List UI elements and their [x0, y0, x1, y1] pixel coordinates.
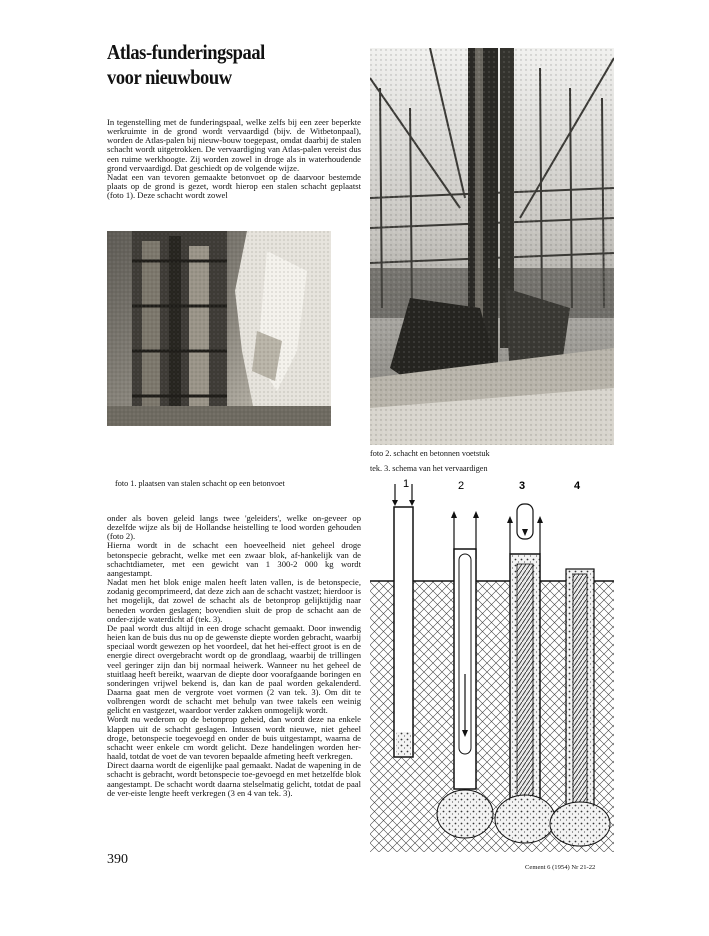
body-paragraph: onder als boven geleid langs twee 'geleiders', welke on-geveer op dezelfde wijze als bij de Hollandse heistelling te lood worden gehouden (foto 2).: [107, 513, 361, 542]
pile-construction-diagram: [370, 474, 614, 852]
caption-foto-1: foto 1. plaatsen van stalen schacht op een betonvoet: [115, 479, 285, 488]
step-1-drawing: [392, 484, 415, 757]
caption-foto-2: foto 2. schacht en betonnen voetstuk: [370, 449, 490, 458]
body-paragraph: Hierna wordt in de schacht een hoeveelheid niet geheel droge betonspecie gebracht, welke met een zwaar blok, af-hankelijk van de schachtdiameter, met een gewicht van 1 300-2 000 kg wordt aangestampt.: [107, 540, 361, 578]
step-label: 3: [519, 480, 526, 492]
page-number: 390: [107, 852, 128, 867]
body-paragraph: De paal wordt dus altijd in een droge schacht gemaakt. Door inwendig heien kan de buis dus nu op de gewenste diepte worden gebracht, waarbij speciaal wordt gewezen op het voordeel, dat het hei-effect groot is en de energie direct overgebracht wordt op de grondlaag, waarbij de trillingen veel geringer zijn dan bij normaal heiwerk. Wanneer nu het geheel de stuitlaag heeft bereikt, waarvan de diepte door voorafgaande boringen en sonderingen vrijwel bekend is, dan kan de paal worden gekalenderd. Daarna gaat men de vergrote voet vormen (2 van tek. 3). Om dit te volbrengen wordt de schacht met behulp van twee takels een weinig gelicht en vastgezet, waardoor verder zakken onmogelijk wordt.: [107, 622, 361, 716]
step-label: 4: [574, 480, 581, 492]
intro-text: [107, 118, 361, 200]
step-label: 2: [458, 480, 465, 492]
title-line-1: Atlas-funderingspaal: [107, 40, 265, 64]
photo-shaft-and-concrete-footing: [370, 48, 614, 445]
intro-paragraph: In tegenstelling met de funderingspaal, welke zelfs bij een zeer beperkte werkruimte in de grond wordt vervaardigd (bijv. de Witbetonpaal), worden de Atlas-palen bij nieuw-bouw toegepast, omdat daarbij de stalen schacht wordt uitgetrokken. De vervaardiging van Atlas-palen vereist dus een ruime werkhoogte. Zij worden zowel in droge als in waterhoudende grond vervaardigd. Dat geschiedt op de volgende wijze.: [107, 117, 361, 173]
body-paragraph: Direct daarna wordt de eigenlijke paal gemaakt. Nadat de wapening in de schacht is gebracht, wordt betonspecie toe-gevoegd en met hetzelfde blok aangestampt. De schacht wordt daarna stelselmatig gelicht, totdat de paal de ver-eiste lengte heeft verkregen (3 en 4 van tek. 3).: [107, 760, 361, 798]
article-title: [107, 40, 331, 90]
step-label: 1: [403, 478, 410, 490]
intro-paragraph: Nadat een van tevoren gemaakte betonvoet op de daarvoor bestemde plaats op de grond is gezet, wordt hierop een stalen schacht geplaatst (foto 1). Deze schacht wordt zowel: [107, 171, 361, 201]
title-line-2: voor nieuwbouw: [107, 65, 232, 89]
body-paragraph: Nadat men het blok enige malen heeft laten vallen, is de betonspecie, zodanig gecomprimeerd, dat deze zich aan de schacht vastzet; hierdoor is het mogelijk, dat zowel de schacht als de betonprop gelijktijdig naar beneden worden geslagen; bovendien sluit de prop de schacht aan de onder-zijde waterdicht af (tek. 3).: [107, 577, 361, 624]
body-text: [107, 514, 361, 798]
body-paragraph: Wordt nu wederom op de betonprop geheid, dan wordt deze na enkele klappen uit de schacht geslagen. Intussen wordt nieuwe, niet geheel droge, betonspecie toegevoegd en onder de buis uitgestampt, waarna de schacht weer enkele cm wordt gelicht. Deze handelingen worden her-haald, totdat de voet de van tevoren bepaalde afmeting heeft verkregen.: [107, 714, 361, 762]
photo-steel-shaft-on-footing: [107, 231, 331, 426]
caption-tek-3: tek. 3. schema van het vervaardigen: [370, 464, 488, 473]
journal-reference: Cement 6 (1954) Nr 21-22: [525, 864, 596, 871]
